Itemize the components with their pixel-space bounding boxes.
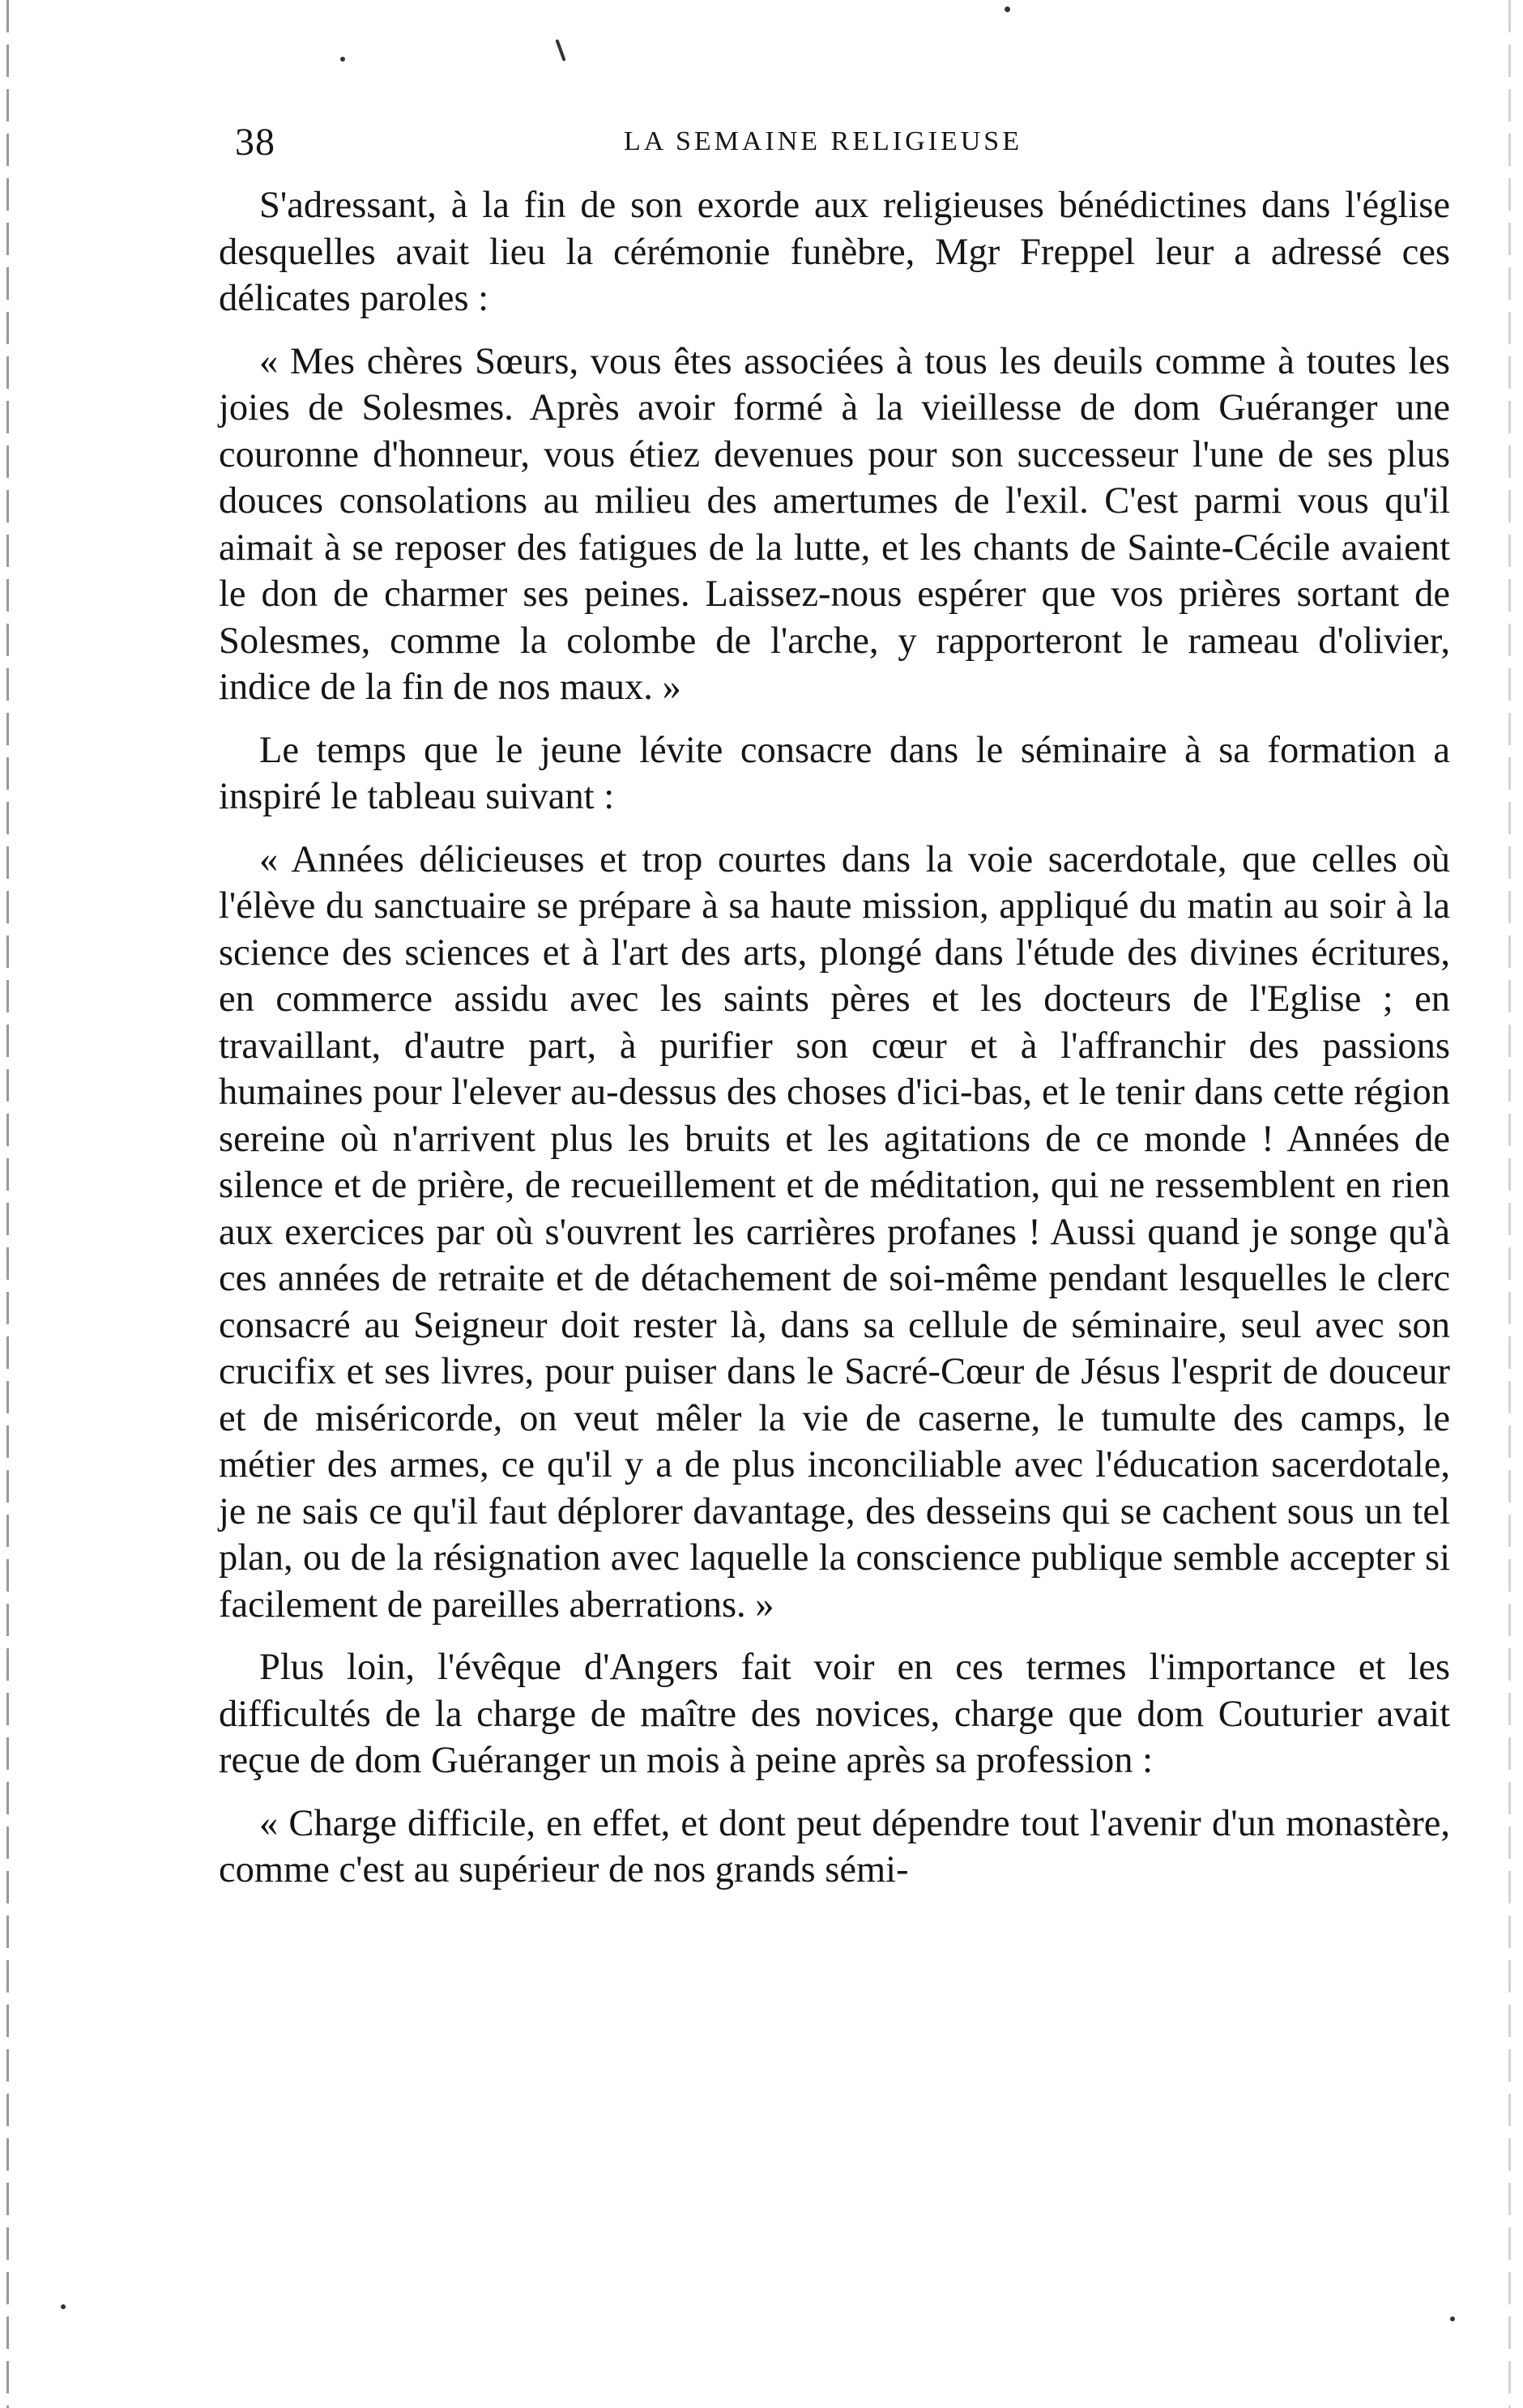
- quote-paragraph-sisters: « Mes chères Sœurs, vous êtes associées à tous les deuils comme à toutes les joies de Solesmes. Après avoir formé à la vieillesse de dom Guéranger une couronne d'honneur, vous étiez devenues pour son successeur l'une de ses plus douces consolations au milieu des amertumes de l'exil. C'est parmi vous qu'il aimait à se reposer des fatigues de la lutte, et les chants de Sainte-Cécile avaient le don de charmer ses peines. Laissez-nous espérer que vos prières sortant de Solesmes, comme la colombe de l'arche, y rapporteront le rameau d'olivier, indice de la fin de nos maux. »: [219, 340, 1450, 708]
- page-header: [235, 120, 1450, 168]
- paragraph-seminary-intro: Le temps que le jeune lévite consacre dans le séminaire à sa formation a inspiré le tableau suivant :: [219, 729, 1450, 817]
- left-scan-edge: [6, 0, 9, 2408]
- print-speck: [1450, 2316, 1455, 2321]
- paragraph-intro: S'adressant, à la fin de son exorde aux religieuses bénédictines dans l'église desquelles avait lieu la cérémonie funèbre, Mgr Freppel leur a adressé ces délicates paroles :: [219, 185, 1450, 319]
- body-text: [219, 182, 1450, 1894]
- print-speck: [61, 2304, 66, 2309]
- running-title: LA SEMAINE RELIGIEUSE: [624, 126, 1022, 156]
- paragraph-novices-intro: Plus loin, l'évêque d'Angers fait voir en ces termes l'importance et les difficultés de la charge de maître des novices, charge que dom Couturier avait reçue de dom Guéranger un mois à peine après sa profession :: [219, 1647, 1450, 1781]
- right-scan-edge: [1508, 0, 1511, 2408]
- print-speck: [340, 57, 345, 62]
- quote-paragraph-charge: « Charge difficile, en effet, et dont peut dépendre tout l'avenir d'un monastère, comme c'est au supérieur de nos grands sémi-: [219, 1802, 1450, 1890]
- page-number: 38: [235, 121, 275, 164]
- print-speck: [555, 39, 565, 62]
- quote-paragraph-seminary: « Années délicieuses et trop courtes dans la voie sacerdotale, que celles où l'élève du sanctuaire se prépare à sa haute mission, appliqué du matin au soir à la science des sciences et à l'art des arts, plongé dans l'étude des divines écritures, en commerce assidu avec les saints pères et les docteurs de l'Eglise ; en travaillant, d'autre part, à purifier son cœur et à l'affranchir des passions humaines pour l'elever au-dessus des choses d'ici-bas, et le tenir dans cette région sereine où n'arrivent plus les bruits et les agitations de ce monde ! Années de silence et de prière, de recueillement et de méditation, qui ne ressemblent en rien aux exercices par où s'ouvrent les carrières profanes ! Aussi quand je songe qu'à ces années de retraite et de détachement de soi-même pendant lesquelles le clerc consacré au Seigneur doit rester là, dans sa cellule de séminaire, seul avec son crucifix et ses livres, pour puiser dans le Sacré-Cœur de Jésus l'esprit de douceur et de miséricorde, on veut mêler la vie de caserne, le tumulte des camps, le métier des armes, ce qu'il y a de plus inconciliable avec l'éducation sacerdotale, je ne sais ce qu'il faut déplorer davantage, des desseins qui se cachent sous un tel plan, ou de la résignation avec laquelle la conscience publique semble accepter si facilement de pareilles aberrations. »: [219, 838, 1450, 1626]
- print-speck: [1005, 6, 1010, 12]
